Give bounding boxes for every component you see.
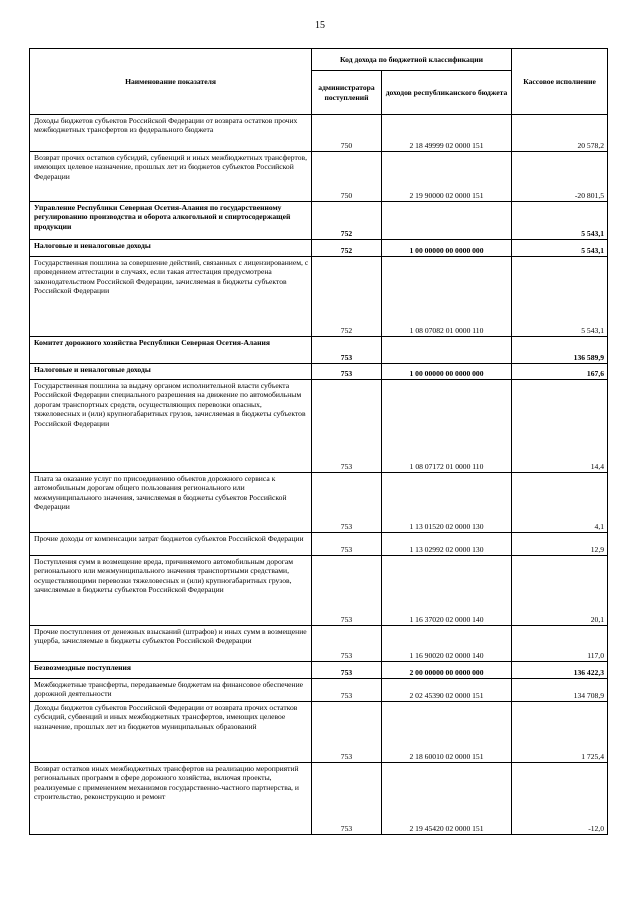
table-row [30, 556, 608, 626]
row-code: 2 02 45390 02 0000 151 [382, 679, 512, 702]
row-administrator: 753 [312, 533, 382, 556]
row-code: 1 16 37020 02 0000 140 [382, 556, 512, 626]
table-row [30, 152, 608, 202]
row-code: 1 00 00000 00 0000 000 [382, 364, 512, 380]
page-number: 15 [315, 20, 325, 31]
row-sum: 4,1 [512, 473, 608, 533]
table-row [30, 626, 608, 662]
row-code: 1 08 07172 01 0000 110 [382, 380, 512, 473]
row-code: 1 13 02992 02 0000 130 [382, 533, 512, 556]
row-name: Государственная пошлина за выдачу органом исполнительной власти субъекта Российской Федерации специального разрешения на движение по автомобильным дорогам транспортных средств, осуществляющих перевозки опасных, тяжеловесных и (или) крупногабаритных грузов, зачисляемая в бюджеты субъектов Российской Федерации [30, 380, 312, 473]
row-name: Управление Республики Северная Осетия-Алания по государственному регулированию производства и оборота алкогольной и спиртосодержащей продукции [30, 202, 312, 240]
table-row [30, 533, 608, 556]
row-sum: 20 578,2 [512, 115, 608, 152]
row-code: 2 18 49999 02 0000 151 [382, 115, 512, 152]
row-sum: 14,4 [512, 380, 608, 473]
row-sum: 117,0 [512, 626, 608, 662]
row-code: 1 08 07082 01 0000 110 [382, 257, 512, 337]
row-name: Поступления сумм в возмещение вреда, причиняемого автомобильным дорогам регионального или межмуниципального значения транспортными средствами, осуществляющими перевозки тяжеловесных и (или) крупногабаритных грузов, зачисляемые в бюджеты субъектов Российской Федерации [30, 556, 312, 626]
row-administrator: 752 [312, 257, 382, 337]
row-sum: 136 422,3 [512, 662, 608, 679]
row-administrator: 753 [312, 364, 382, 380]
row-administrator: 753 [312, 679, 382, 702]
row-name: Межбюджетные трансферты, передаваемые бюджетам на финансовое обеспечение дорожной деятельности [30, 679, 312, 702]
row-administrator: 750 [312, 115, 382, 152]
table-row [30, 364, 608, 380]
header-cash-execution: Кассовое исполнение [512, 49, 608, 115]
table-row [30, 240, 608, 257]
table-row [30, 380, 608, 473]
header-republic-income: доходов республиканского бюджета [382, 71, 512, 115]
row-name: Плата за оказание услуг по присоединению объектов дорожного сервиса к автомобильным дорогам общего пользования регионального или межмуниципального значения, зачисляемая в бюджеты субъектов Российской Федерации [30, 473, 312, 533]
row-name: Налоговые и неналоговые доходы [30, 240, 312, 257]
row-sum: -20 801,5 [512, 152, 608, 202]
table-row [30, 473, 608, 533]
row-code: 2 19 90000 02 0000 151 [382, 152, 512, 202]
row-administrator: 753 [312, 626, 382, 662]
table-row [30, 662, 608, 679]
row-sum: 5 543,1 [512, 202, 608, 240]
row-name: Комитет дорожного хозяйства Республики Северная Осетия-Алания [30, 337, 312, 364]
row-administrator: 753 [312, 380, 382, 473]
row-administrator: 753 [312, 702, 382, 763]
row-name: Государственная пошлина за совершение действий, связанных с лицензированием, с проведением аттестации в случаях, если такая аттестация предусмотрена законодательством Российской Федерации, зачисляемая в бюджеты субъектов Российской Федерации [30, 257, 312, 337]
row-code: 2 19 45420 02 0000 151 [382, 763, 512, 835]
row-name: Возврат остатков иных межбюджетных трансфертов на реализацию мероприятий региональных программ в сфере дорожного хозяйства, включая проекты, реализуемые с применением механизмов государственно-частного партнерства, и строительство, реконструкцию и ремонт [30, 763, 312, 835]
table-row [30, 702, 608, 763]
row-name: Налоговые и неналоговые доходы [30, 364, 312, 380]
header-indicator: Наименование показателя [30, 49, 312, 115]
row-sum: 136 589,9 [512, 337, 608, 364]
row-name: Возврат прочих остатков субсидий, субвенций и иных межбюджетных трансфертов, имеющих целевое назначение, прошлых лет из бюджетов субъектов Российской Федерации [30, 152, 312, 202]
row-sum: 167,6 [512, 364, 608, 380]
row-administrator: 752 [312, 240, 382, 257]
row-code: 2 00 00000 00 0000 000 [382, 662, 512, 679]
table-row [30, 337, 608, 364]
row-code [382, 202, 512, 240]
row-sum: 5 543,1 [512, 257, 608, 337]
row-code [382, 337, 512, 364]
row-administrator: 753 [312, 556, 382, 626]
row-administrator: 750 [312, 152, 382, 202]
row-code: 2 18 60010 02 0000 151 [382, 702, 512, 763]
row-code: 1 13 01520 02 0000 130 [382, 473, 512, 533]
income-table [29, 48, 608, 835]
row-sum: 20,1 [512, 556, 608, 626]
row-name: Прочие доходы от компенсации затрат бюджетов субъектов Российской Федерации [30, 533, 312, 556]
row-sum: 134 708,9 [512, 679, 608, 702]
row-administrator: 753 [312, 473, 382, 533]
table-row [30, 115, 608, 152]
header-administrator: администратора поступлений [312, 71, 382, 115]
row-name: Доходы бюджетов субъектов Российской Федерации от возврата остатков прочих межбюджетных трансфертов из федерального бюджета [30, 115, 312, 152]
row-administrator: 753 [312, 662, 382, 679]
table-row [30, 202, 608, 240]
table-row [30, 763, 608, 835]
row-administrator: 753 [312, 337, 382, 364]
row-name: Прочие поступления от денежных взысканий (штрафов) и иных сумм в возмещение ущерба, зачисляемые в бюджеты субъектов Российской Федерации [30, 626, 312, 662]
row-sum: 12,9 [512, 533, 608, 556]
row-administrator: 752 [312, 202, 382, 240]
row-sum: -12,0 [512, 763, 608, 835]
row-name: Безвозмездные поступления [30, 662, 312, 679]
row-code: 1 00 00000 00 0000 000 [382, 240, 512, 257]
row-sum: 5 543,1 [512, 240, 608, 257]
table-row [30, 679, 608, 702]
row-code: 1 16 90020 02 0000 140 [382, 626, 512, 662]
header-code-group: Код дохода по бюджетной классификации [312, 49, 512, 71]
row-name: Доходы бюджетов субъектов Российской Федерации от возврата прочих остатков субсидий, субвенций и иных межбюджетных трансфертов, имеющих целевое назначение, прошлых лет из бюджетов муниципальных образований [30, 702, 312, 763]
row-administrator: 753 [312, 763, 382, 835]
table-row [30, 257, 608, 337]
row-sum: 1 725,4 [512, 702, 608, 763]
